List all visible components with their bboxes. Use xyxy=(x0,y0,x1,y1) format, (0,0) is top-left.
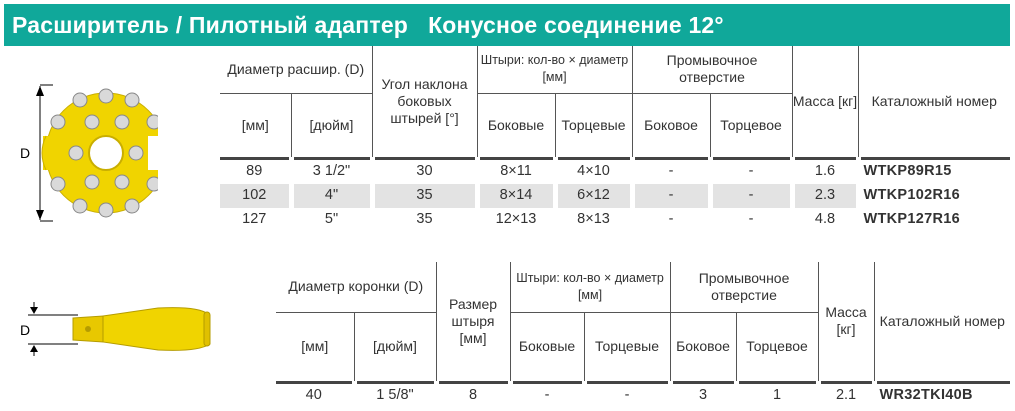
cell-angle: 35 xyxy=(372,184,477,208)
section-title: Расширитель / Пилотный адаптер xyxy=(12,12,409,38)
col-side: Боковые xyxy=(510,312,584,382)
table-row xyxy=(220,184,1010,208)
cell-catalog: WTKP89R15 xyxy=(858,158,1010,184)
col-flush: Промывочное отверстие xyxy=(670,262,818,312)
cell-face: - xyxy=(584,382,670,408)
col-buttons: Штыри: кол-во × диаметр [мм] xyxy=(477,46,632,93)
cell-flush-face: - xyxy=(710,158,792,184)
cell-mass: 1.6 xyxy=(792,158,858,184)
cell-catalog: WR32TKI40B xyxy=(874,382,1010,408)
col-catalog: Каталожный номер xyxy=(874,262,1010,382)
adapter-body xyxy=(73,308,210,351)
cell-mm: 102 xyxy=(220,184,291,208)
col-flush-face: Торцевое xyxy=(710,93,792,158)
col-inch: [дюйм] xyxy=(291,93,372,158)
col-angle: Угол наклона боковых штырей [°] xyxy=(372,46,477,158)
cell-flush-side: 3 xyxy=(670,382,736,408)
col-face: Торцевые xyxy=(555,93,632,158)
cell-face: 6×12 xyxy=(555,184,632,208)
col-mass: Масса [кг] xyxy=(792,46,858,158)
reamer-dimension-label: D xyxy=(20,145,31,161)
cell-face: 8×13 xyxy=(555,208,632,232)
table-row xyxy=(220,208,1010,232)
col-mm: [мм] xyxy=(276,312,354,382)
cell-mass: 4.8 xyxy=(792,208,858,232)
col-flush: Промывочное отверстие xyxy=(632,46,792,93)
col-button-size: Размер штыря [мм] xyxy=(436,262,510,382)
col-catalog: Каталожный номер xyxy=(858,46,1010,158)
cell-mass: 2.1 xyxy=(818,382,874,408)
col-diameter: Диаметр расшир. (D) xyxy=(220,46,372,93)
cell-side: - xyxy=(510,382,584,408)
cell-face: 4×10 xyxy=(555,158,632,184)
cell-catalog: WTKP102R16 xyxy=(858,184,1010,208)
col-flush-side: Боковое xyxy=(670,312,736,382)
cell-flush-side: - xyxy=(632,208,710,232)
cell-flush-face: - xyxy=(710,208,792,232)
cell-inch: 1 5/8" xyxy=(354,382,436,408)
col-inch: [дюйм] xyxy=(354,312,436,382)
cell-mm: 89 xyxy=(246,163,263,179)
adapter-dimension-label: D xyxy=(20,322,31,338)
col-mass: Масса [кг] xyxy=(818,262,874,382)
col-buttons: Штыри: кол-во × диаметр [мм] xyxy=(510,262,670,312)
col-face: Торцевые xyxy=(584,312,670,382)
cell-side: 8×14 xyxy=(477,184,555,208)
section-subtitle: Конусное соединение 12° xyxy=(428,12,724,38)
reamer-spec-table xyxy=(220,46,1010,232)
col-side: Боковые xyxy=(477,93,555,158)
cell-inch: 4" xyxy=(291,184,372,208)
cell-mass: 2.3 xyxy=(792,184,858,208)
cell-inch: 3 1/2" xyxy=(291,158,372,184)
pilot-adapter-image xyxy=(18,298,218,358)
cell-flush-face: - xyxy=(710,184,792,208)
cell-angle: 35 xyxy=(372,208,477,232)
cell-side: 8×11 xyxy=(477,158,555,184)
cell-angle: 30 xyxy=(372,158,477,184)
cell-flush-side: - xyxy=(632,184,710,208)
cell-flush-face: 1 xyxy=(736,382,818,408)
cell-inch: 5" xyxy=(291,208,372,232)
col-flush-side: Боковое xyxy=(632,93,710,158)
cell-flush-side: - xyxy=(632,158,710,184)
cell-mm: 40 xyxy=(305,387,322,403)
cell-side: 12×13 xyxy=(477,208,555,232)
table-row xyxy=(220,158,1010,184)
cell-mm: 127 xyxy=(242,211,267,227)
reamer-image xyxy=(18,78,158,228)
section-header xyxy=(4,4,1010,46)
cell-button-size: 8 xyxy=(436,382,510,408)
pilot-adapter-spec-table xyxy=(276,262,1010,408)
table-row xyxy=(276,382,1010,408)
cell-catalog: WTKP127R16 xyxy=(858,208,1010,232)
col-flush-face: Торцевое xyxy=(736,312,818,382)
col-diameter: Диаметр коронки (D) xyxy=(276,262,436,312)
col-mm: [мм] xyxy=(220,93,291,158)
